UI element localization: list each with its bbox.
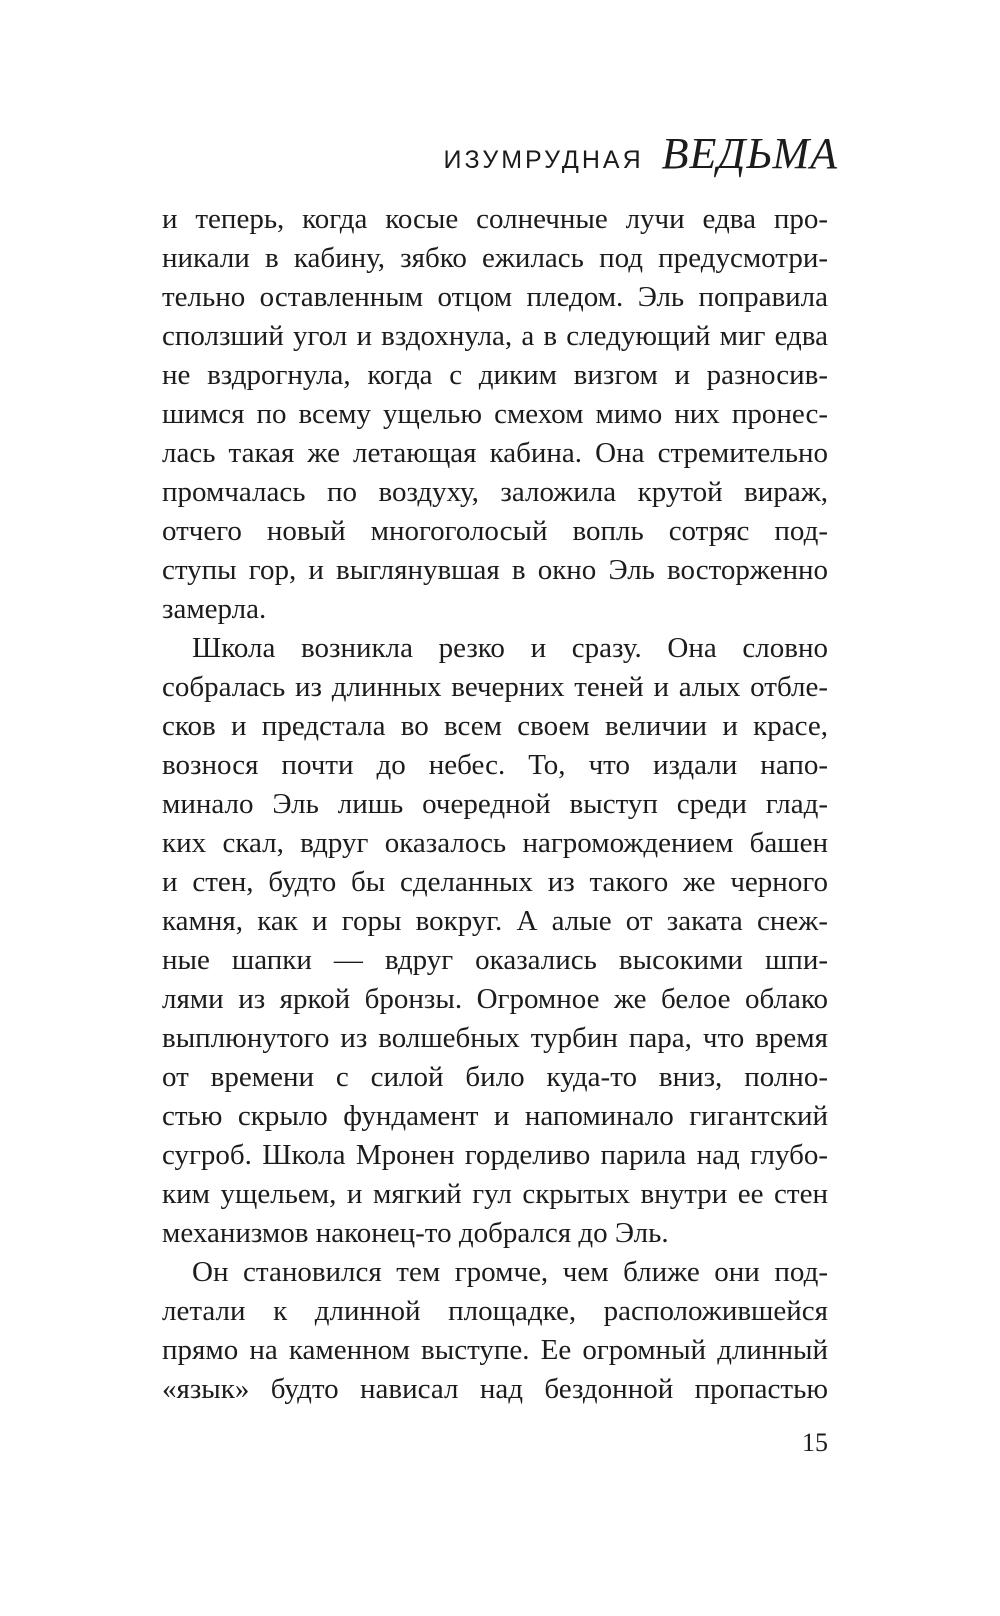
paragraph-1 <box>162 200 828 629</box>
running-header <box>444 128 838 179</box>
text-line: ные шапки — вдруг оказались высокими шпи- <box>162 944 828 976</box>
text-line: собралась из длинных вечерних теней и алых отбле- <box>162 671 828 703</box>
text-line: промчалась по воздуху, заложила крутой вираж, <box>162 476 828 508</box>
text-line: «язык» будто нависал над бездонной пропастью <box>162 1373 828 1405</box>
text-line: тельно оставленным отцом пледом. Эль поправила <box>162 281 828 313</box>
text-line: от времени с силой било куда-то вниз, полно- <box>162 1061 828 1093</box>
text-line: прямо на каменном выступе. Ее огромный длинный <box>162 1334 828 1366</box>
text-line: механизмов наконец-то добрался до Эль. <box>162 1217 669 1249</box>
text-line: шимся по всему ущелью смехом мимо них пронес- <box>162 398 828 430</box>
text-line: отчего новый многоголосый вопль сотряс под- <box>162 515 828 547</box>
page-number: 15 <box>802 1428 828 1457</box>
text-line: стью скрыло фундамент и напоминало гигантский <box>162 1100 828 1132</box>
text-line: сугроб. Школа Мронен горделиво парила над глубо- <box>162 1139 828 1171</box>
text-line: выплюнутого из волшебных турбин пара, что время <box>162 1022 828 1054</box>
body-text <box>162 200 828 1409</box>
text-line: минало Эль лишь очередной выступ среди глад- <box>162 788 828 820</box>
paragraph-3 <box>162 1253 828 1409</box>
text-line: вознося почти до небес. То, что издали напо- <box>162 749 828 781</box>
header-title-part2: ВЕДЬМА <box>661 129 838 178</box>
text-line: не вздрогнула, когда с диким визгом и разносив- <box>162 359 828 391</box>
text-line: лями из яркой бронзы. Огромное же белое облако <box>162 983 828 1015</box>
text-line: Он становился тем громче, чем ближе они под- <box>192 1256 828 1288</box>
text-line: ких скал, вдруг оказалось нагромождением башен <box>162 827 828 859</box>
text-line: ступы гор, и выглянувшая в окно Эль восторженно <box>162 554 828 586</box>
text-line: и теперь, когда косые солнечные лучи едва про- <box>162 203 828 235</box>
text-line: Школа возникла резко и сразу. Она словно <box>192 632 828 664</box>
text-line: лась такая же летающая кабина. Она стремительно <box>162 437 828 469</box>
text-line: и стен, будто бы сделанных из такого же черного <box>162 866 828 898</box>
text-line: никали в кабину, зябко ежилась под предусмотри- <box>162 242 828 274</box>
paragraph-2 <box>162 629 828 1253</box>
header-title-part1: ИЗУМРУДНАЯ <box>443 146 644 174</box>
text-line: замерла. <box>162 593 267 625</box>
text-line: камня, как и горы вокруг. А алые от заката снеж- <box>162 905 828 937</box>
text-line: сков и предстала во всем своем величии и красе, <box>162 710 828 742</box>
text-line: ким ущельем, и мягкий гул скрытых внутри ее стен <box>162 1178 828 1210</box>
text-line: летали к длинной площадке, расположившейся <box>162 1295 828 1327</box>
text-line: сползший угол и вздохнула, а в следующий миг едва <box>162 320 828 352</box>
